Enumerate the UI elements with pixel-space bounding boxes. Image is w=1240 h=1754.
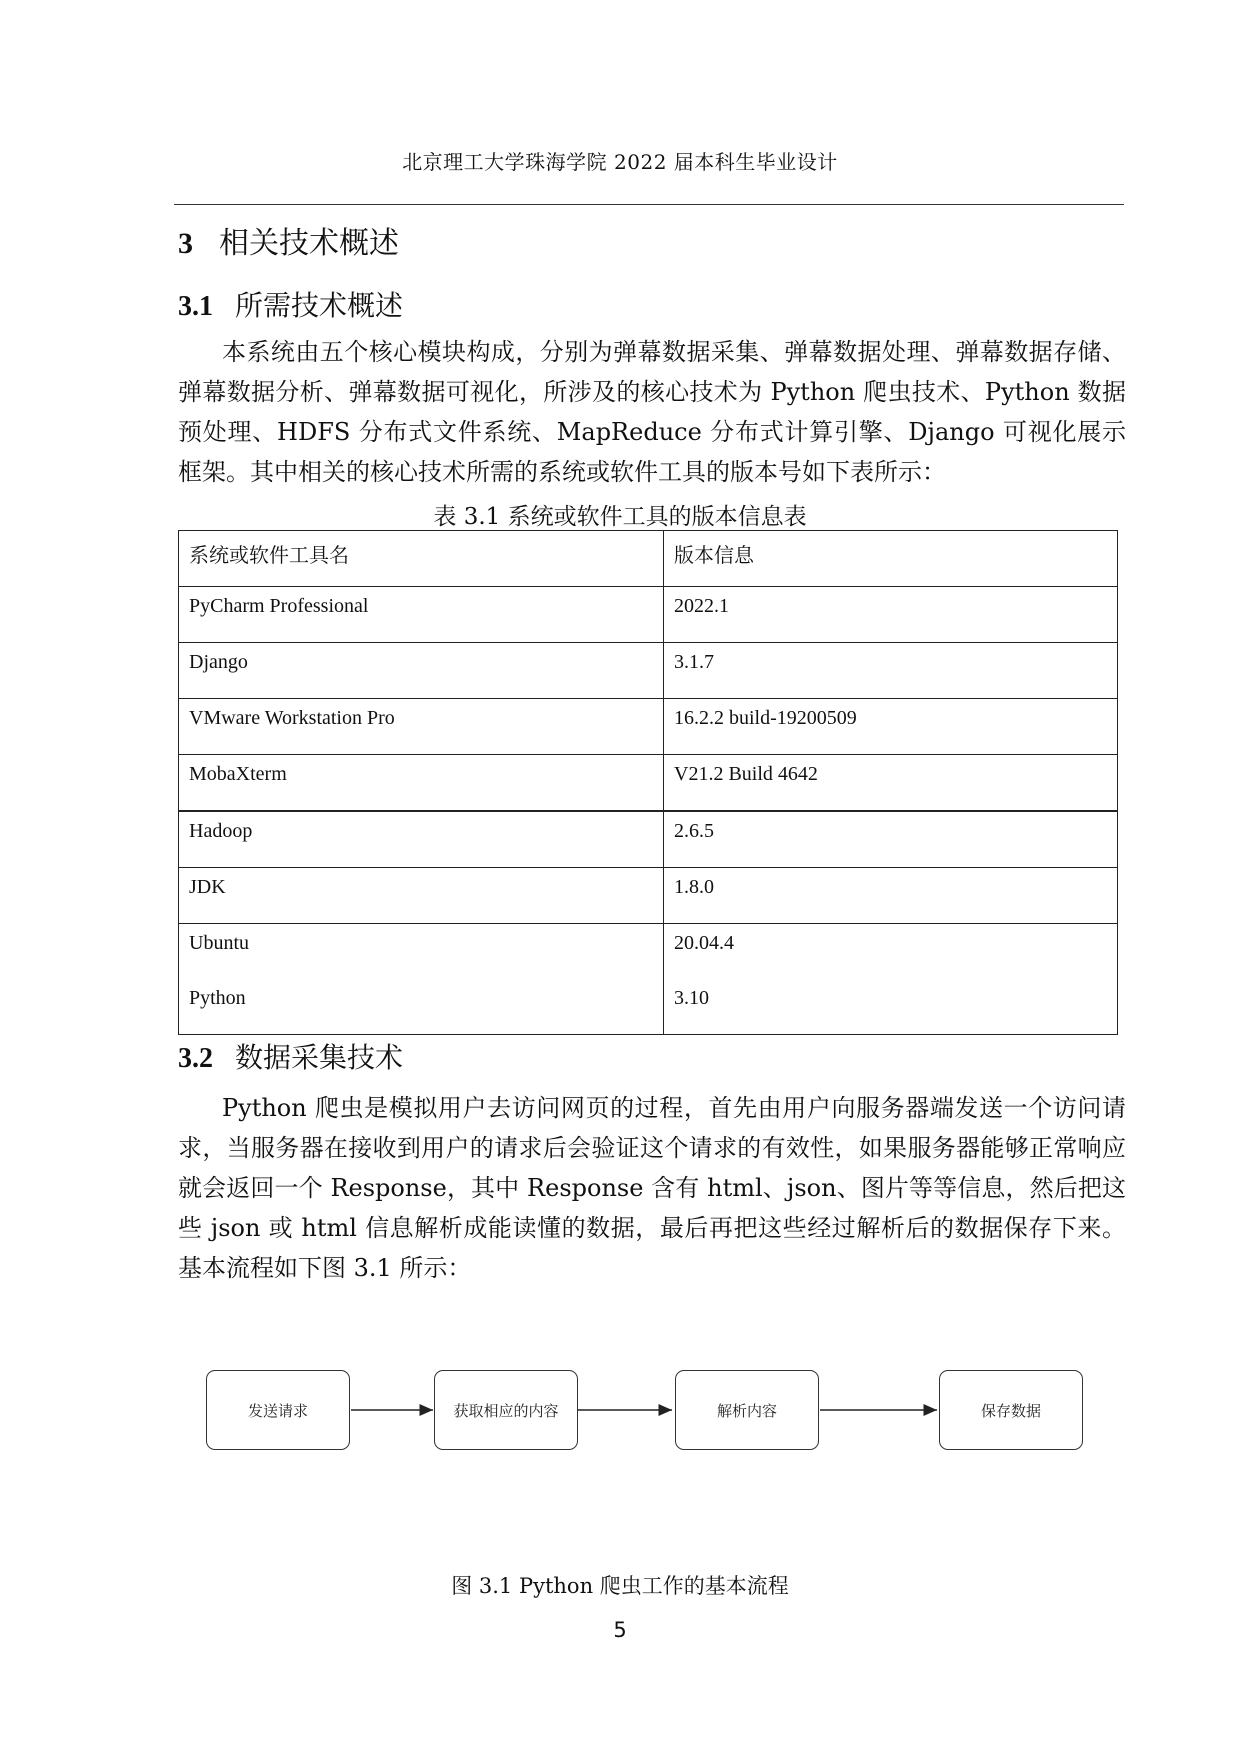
table-cell-version: 2.6.5 [664,811,1118,868]
section-3-1-paragraph: 本系统由五个核心模块构成，分别为弹幕数据采集、弹幕数据处理、弹幕数据存储、弹幕数据分析、弹幕数据可视化，所涉及的核心技术为 Python 爬虫技术、Python 数据预处理、HDFS 分布式文件系统、MapReduce 分布式计算引擎、Django 可视化展示框架。其中相关的核心技术所需的系统或软件工具的版本号如下表所示： [178,338,1126,486]
section-number: 3.2 [178,1043,213,1074]
table-cell-version: V21.2 Build 4642 [664,755,1118,812]
table-row [179,643,1118,699]
section-3-2-paragraph: Python 爬虫是模拟用户去访问网页的过程，首先由用户向服务器端发送一个访问请求，当服务器在接收到用户的请求后会验证这个请求的有效性，如果服务器能够正常响应就会返回一个 Response，其中 Response 含有 html、json、图片等等信息，然后把这些 json 或 html 信息解析成能读懂的数据，最后再把这些经过解析后的数据保存下来。基本流程如下图 3.1 所示： [178,1094,1126,1282]
table-cell-tool: Python [179,979,664,1035]
table-cell-tool: Django [179,643,664,699]
section-title: 所需技术概述 [235,289,404,322]
running-header: 北京理工大学珠海学院 2022 届本科生毕业设计 [402,150,838,174]
flowchart [0,1370,1240,1470]
section-heading-3-2 [178,1036,403,1076]
section-heading-3-1 [178,284,403,324]
table-row [179,755,1118,812]
table-row [179,868,1118,924]
version-table [178,530,1118,1035]
table-cell-tool: MobaXterm [179,755,664,812]
table-cell-tool: PyCharm Professional [179,587,664,643]
table-cell-tool: Hadoop [179,811,664,868]
table-caption: 表 3.1 系统或软件工具的版本信息表 [433,504,807,530]
table-row [179,811,1118,868]
table-cell-tool: JDK [179,868,664,924]
table-cell-tool: Ubuntu [179,924,664,980]
flow-step-parse-content: 解析内容 [675,1370,819,1450]
table-header-cell: 系统或软件工具名 [179,531,664,587]
figure-caption: 图 3.1 Python 爬虫工作的基本流程 [451,1574,789,1598]
table-cell-version: 3.10 [664,979,1118,1035]
chapter-heading [178,218,399,262]
table-header-row [179,531,1118,587]
table-cell-tool: VMware Workstation Pro [179,699,664,755]
table-cell-version: 20.04.4 [664,924,1118,980]
table-cell-version: 16.2.2 build-19200509 [664,699,1118,755]
header-rule [174,204,1124,205]
chapter-number: 3 [178,227,193,260]
page-number: 5 [613,1618,627,1642]
table-cell-version: 1.8.0 [664,868,1118,924]
table-header-cell: 版本信息 [664,531,1118,587]
table-row [179,587,1118,643]
table-row [179,979,1118,1035]
table-row [179,699,1118,755]
table-row [179,924,1118,980]
flow-step-send-request: 发送请求 [206,1370,350,1450]
section-number: 3.1 [178,291,213,322]
flow-step-get-content: 获取相应的内容 [434,1370,578,1450]
flow-step-save-data: 保存数据 [939,1370,1083,1450]
section-title: 数据采集技术 [235,1041,404,1074]
chapter-title: 相关技术概述 [219,226,399,261]
table-cell-version: 3.1.7 [664,643,1118,699]
table-cell-version: 2022.1 [664,587,1118,643]
